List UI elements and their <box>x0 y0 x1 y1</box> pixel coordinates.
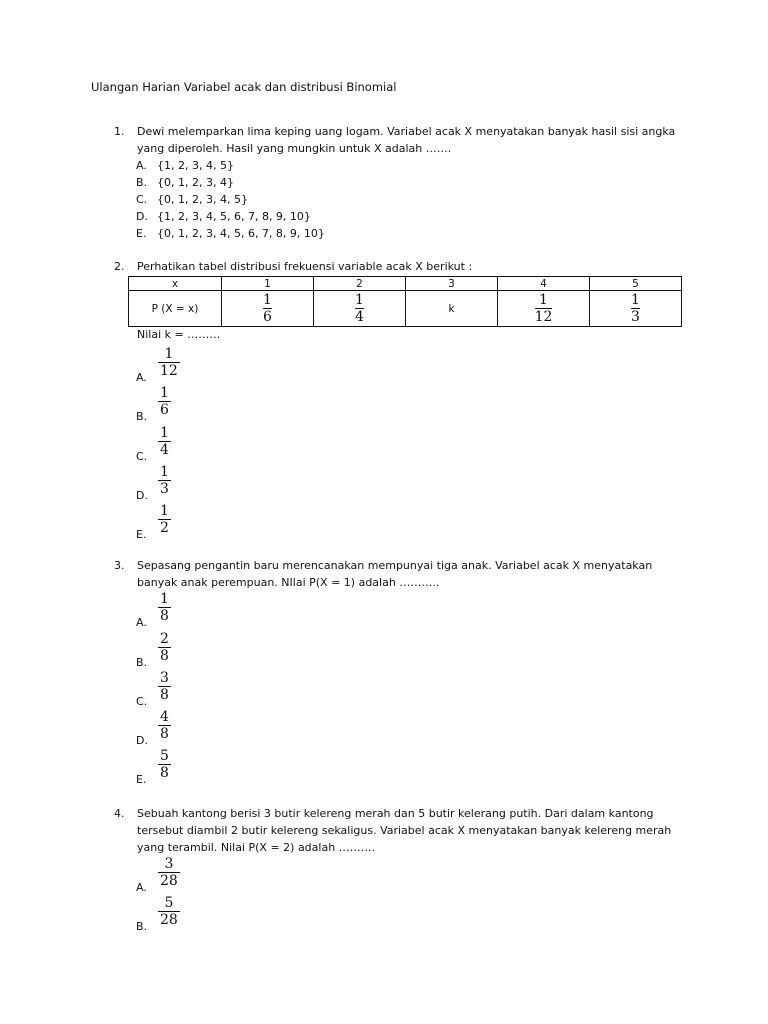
fraction-denominator: 3 <box>631 309 640 325</box>
table-row-label: P (X = x) <box>129 291 222 327</box>
table-header-cell: 4 <box>498 277 590 291</box>
question-text-line: Dewi melemparkan lima keping uang logam. Variabel acak X menyatakan banyak hasil sisi angka <box>137 125 676 138</box>
option-value: {0, 1, 2, 3, 4} <box>157 176 234 189</box>
question-prompt: Nilai k = ……… <box>137 328 221 341</box>
fraction-numerator: 1 <box>160 425 169 441</box>
fraction <box>158 385 171 418</box>
fraction-denominator: 8 <box>160 687 169 703</box>
option-value: {0, 1, 2, 3, 4, 5, 6, 7, 8, 9, 10} <box>157 227 325 240</box>
option-label: B. <box>136 176 148 189</box>
option-e[interactable] <box>136 748 236 788</box>
option-label: E. <box>136 773 147 786</box>
fraction-numerator: 1 <box>160 464 169 480</box>
fraction-numerator: 4 <box>160 709 169 725</box>
fraction-numerator: 3 <box>160 670 169 686</box>
option-label: A. <box>136 881 147 894</box>
option-e[interactable] <box>136 503 236 543</box>
option-b[interactable] <box>136 631 236 671</box>
fraction-denominator: 8 <box>160 765 169 781</box>
question-4 <box>114 805 694 933</box>
fraction <box>355 292 364 325</box>
option-label: B. <box>136 656 148 669</box>
table-header-cell: x <box>129 277 222 291</box>
question-text-line: Sebuah kantong berisi 3 butir kelereng merah dan 5 butir kelerang putih. Dari dalam kantong <box>137 807 654 820</box>
fraction-denominator: 6 <box>160 402 169 418</box>
option-a[interactable] <box>136 856 236 896</box>
fraction-denominator: 28 <box>160 873 178 889</box>
fraction <box>158 895 180 928</box>
question-text <box>137 805 694 856</box>
fraction-denominator: 3 <box>160 481 169 497</box>
fraction-denominator: 8 <box>160 648 169 664</box>
table-cell <box>590 291 682 327</box>
fraction-denominator: 8 <box>160 608 169 624</box>
option-label: D. <box>136 210 148 223</box>
option-label: C. <box>136 450 148 463</box>
fraction <box>158 425 171 458</box>
question-number: 2. <box>114 260 125 273</box>
option-label: B. <box>136 410 148 423</box>
option-label: D. <box>136 489 148 502</box>
option-c[interactable] <box>136 670 236 710</box>
option-label: B. <box>136 920 148 933</box>
question-1 <box>114 123 694 240</box>
fraction-numerator: 1 <box>160 385 169 401</box>
distribution-table <box>128 276 682 327</box>
fraction <box>631 292 640 325</box>
fraction <box>158 856 180 889</box>
option-a[interactable] <box>136 346 236 386</box>
table-header-cell: 3 <box>406 277 498 291</box>
fraction-denominator: 4 <box>160 442 169 458</box>
fraction <box>158 670 171 703</box>
question-text-line: yang terambil. Nilai P(X = 2) adalah ………. <box>137 841 376 854</box>
table-cell <box>222 291 314 327</box>
table-header-cell: 1 <box>222 277 314 291</box>
fraction <box>158 591 171 624</box>
question-number: 3. <box>114 559 125 572</box>
option-value: {1, 2, 3, 4, 5} <box>157 159 234 172</box>
question-text-line: yang diperoleh. Hasil yang mungkin untuk X adalah ……. <box>137 142 452 155</box>
option-label: E. <box>136 528 147 541</box>
question-text <box>137 557 694 591</box>
question-text-line: tersebut diambil 2 butir kelereng sekaligus. Variabel acak X menyatakan banyak kelereng merah <box>137 824 672 837</box>
question-number: 4. <box>114 807 125 820</box>
option-d[interactable] <box>136 709 236 749</box>
option-label: C. <box>136 695 148 708</box>
question-text-line: Sepasang pengantin baru merencanakan mempunyai tiga anak. Variabel acak X menyatakan <box>137 559 653 572</box>
fraction <box>535 292 553 325</box>
option-label: C. <box>136 193 148 206</box>
option-label: A. <box>136 616 147 629</box>
fraction-denominator: 4 <box>355 309 364 325</box>
option-label: E. <box>136 227 147 240</box>
option-b[interactable] <box>136 895 236 935</box>
fraction-denominator: 6 <box>263 309 272 325</box>
question-2-options <box>114 326 694 541</box>
fraction-numerator: 1 <box>631 292 640 308</box>
fraction-numerator: 1 <box>160 503 169 519</box>
fraction-numerator: 3 <box>164 856 174 872</box>
fraction-denominator: 12 <box>534 309 553 325</box>
question-2 <box>114 258 694 275</box>
table-header-row <box>129 277 682 291</box>
option-value: {0, 1, 2, 3, 4, 5} <box>157 193 248 206</box>
fraction-denominator: 12 <box>160 363 178 379</box>
option-label: A. <box>136 159 147 172</box>
fraction-numerator: 1 <box>539 292 548 308</box>
question-text <box>137 123 694 157</box>
table-header-cell: 2 <box>314 277 406 291</box>
table-cell: k <box>406 291 498 327</box>
fraction-denominator: 8 <box>160 726 169 742</box>
fraction-denominator: 28 <box>160 912 178 928</box>
fraction <box>158 346 180 379</box>
question-3 <box>114 557 694 786</box>
table-row <box>129 291 682 327</box>
document-title: Ulangan Harian Variabel acak dan distribusi Binomial <box>91 80 397 94</box>
fraction <box>158 709 171 742</box>
option-c[interactable] <box>136 425 236 465</box>
fraction-denominator: 2 <box>160 520 169 536</box>
option-a[interactable] <box>136 591 236 631</box>
fraction <box>158 748 171 781</box>
fraction-numerator: 5 <box>164 895 174 911</box>
fraction <box>263 292 272 325</box>
fraction-numerator: 2 <box>160 631 169 647</box>
fraction <box>158 631 171 664</box>
fraction <box>158 464 171 497</box>
option-value: {1, 2, 3, 4, 5, 6, 7, 8, 9, 10} <box>157 210 311 223</box>
table-cell <box>314 291 406 327</box>
option-d[interactable] <box>136 464 236 504</box>
option-label: D. <box>136 734 148 747</box>
fraction <box>158 503 171 536</box>
question-number: 1. <box>114 125 125 138</box>
question-text: Perhatikan tabel distribusi frekuensi variable acak X berikut : <box>137 260 473 273</box>
question-text-line: banyak anak perempuan. NIlai P(X = 1) adalah ……….. <box>137 576 440 589</box>
fraction-numerator: 5 <box>160 748 169 764</box>
option-label: A. <box>136 371 147 384</box>
table-header-cell: 5 <box>590 277 682 291</box>
fraction-numerator: 1 <box>160 591 169 607</box>
fraction-numerator: 1 <box>263 292 272 308</box>
option-b[interactable] <box>136 385 236 425</box>
fraction-numerator: 1 <box>164 346 174 362</box>
table-cell <box>498 291 590 327</box>
fraction-numerator: 1 <box>355 292 364 308</box>
